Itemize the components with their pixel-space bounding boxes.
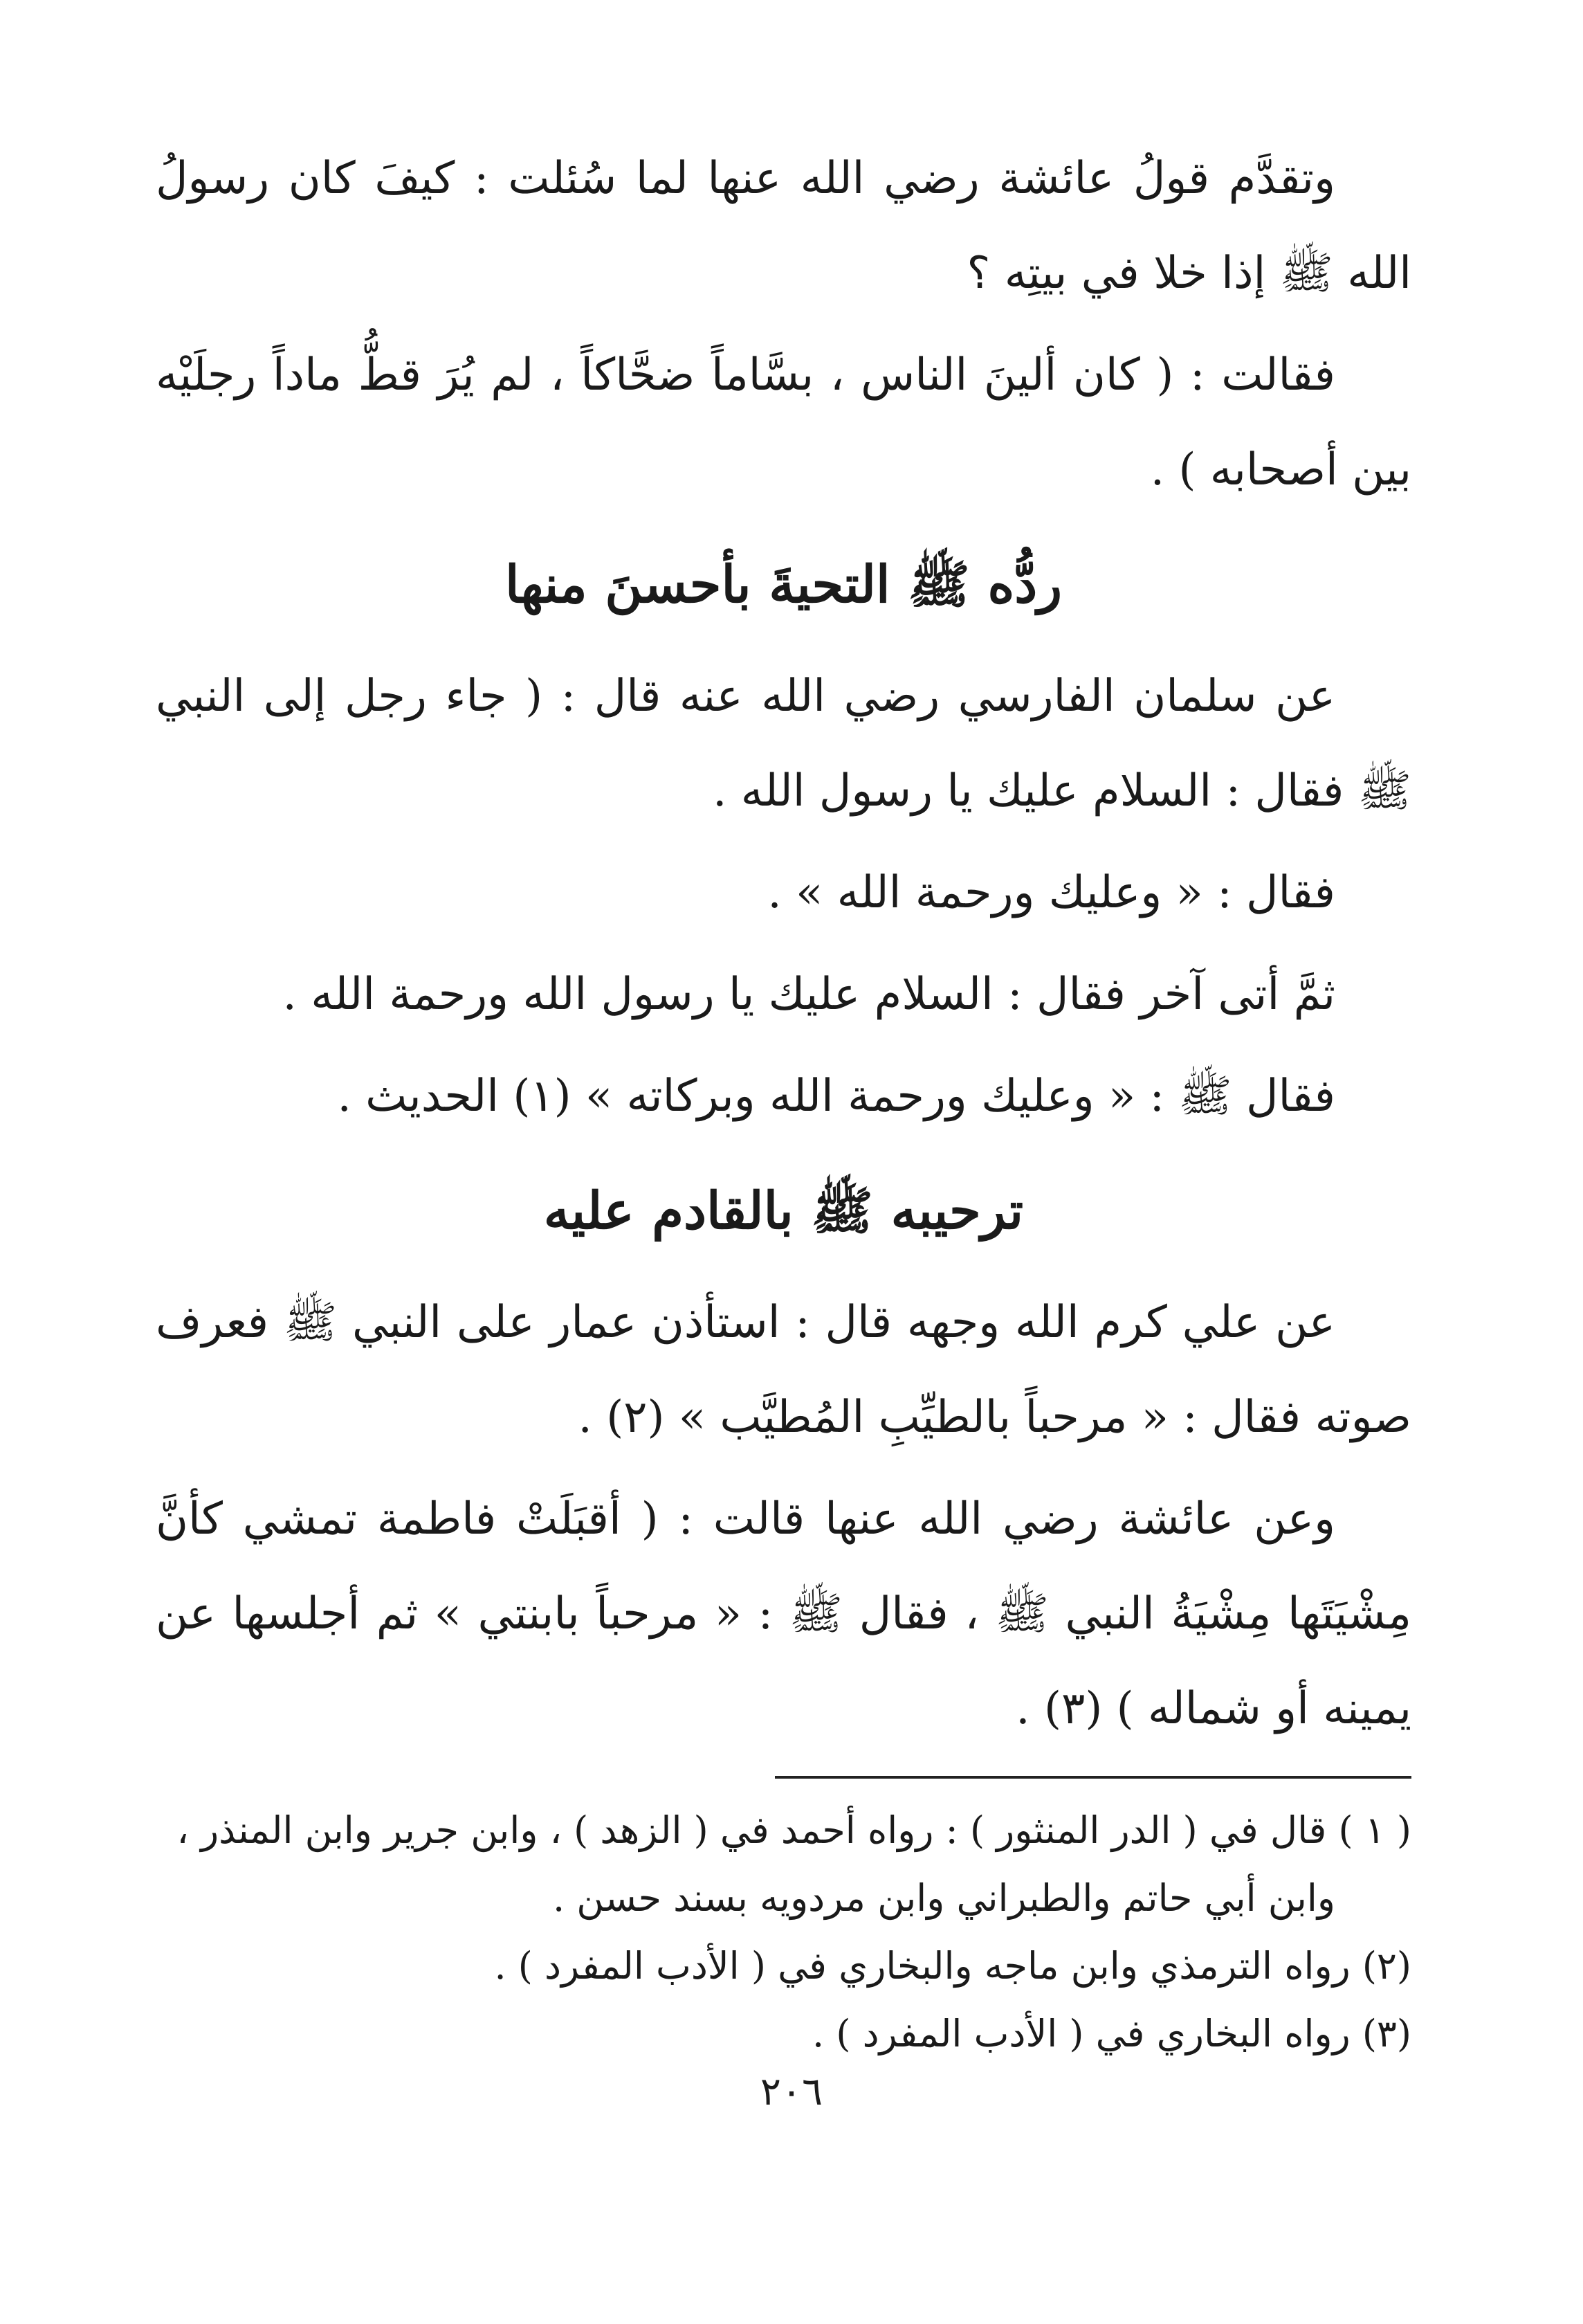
- section-heading-welcome: ترحيبه ﷺ بالقادم عليه: [543, 1181, 1024, 1241]
- footnote-3: (٣) رواه البخاري في ( الأدب المفرد ) .: [812, 2012, 1411, 2055]
- paragraph-ali-hadith: عن علي كرم الله وجهه قال : استأذن عمار على النبي ﷺ فعرف صوته فقال : « مرحباً بالطيِّبِ المُطيَّب » (٢) .: [156, 1297, 1411, 1443]
- footnote-1-continued: وابن أبي حاتم والطبراني وابن مردويه بسند حسن .: [552, 1876, 1335, 1920]
- footnote-separator-wrap: [156, 1756, 1411, 1797]
- paragraph-salman-hadith: عن سلمان الفارسي رضي الله عنه قال : ( جاء رجل إلى النبي ﷺ فقال : السلام عليك يا رسول الله .: [156, 671, 1411, 817]
- section-heading-greeting: ردُّه ﷺ التحيةَ بأحسنَ منها: [505, 555, 1062, 615]
- paragraph-second-man: ثمَّ أتى آخر فقال : السلام عليك يا رسول الله ورحمة الله .: [282, 969, 1335, 1020]
- footnote-1: ( ١ ) قال في ( الدر المنثور ) : رواه أحمد في ( الزهد ) ، وابن جرير وابن المنذر ،: [176, 1808, 1411, 1852]
- page-number: ٢٠٦: [760, 2069, 823, 2114]
- paragraph-aisha-description: وتقدَّم قولُ عائشة رضي الله عنها لما سُئلت : كيفَ كان رسولُ الله ﷺ إذا خلا في بيتِه ؟: [156, 153, 1411, 299]
- paragraph-reply-2: فقال ﷺ : « وعليك ورحمة الله وبركاته » (١) الحديث .: [337, 1071, 1335, 1122]
- footnote-2: (٢) رواه الترمذي وابن ماجه والبخاري في ( الأدب المفرد ) .: [494, 1944, 1411, 1988]
- book-page: [156, 131, 1411, 2208]
- footnote-separator: [775, 1776, 1411, 1779]
- paragraph-fatima-hadith: وعن عائشة رضي الله عنها قالت : ( أقبَلَتْ فاطمة تمشي كأنَّ مِشْيَتَها مِشْيَةُ النبي ﷺ ، فقال ﷺ : « مرحباً بابنتي » ثم أجلسها عن يمينه أو شماله ) (٣) .: [156, 1494, 1412, 1734]
- paragraph-aisha-answer: فقالت : ( كان ألينَ الناس ، بسَّاماً ضحَّاكاً ، لم يُرَ قطُّ ماداً رجلَيْه بين أصحابه ) .: [156, 349, 1411, 496]
- paragraph-reply-1: فقال : « وعليك ورحمة الله » .: [767, 867, 1335, 918]
